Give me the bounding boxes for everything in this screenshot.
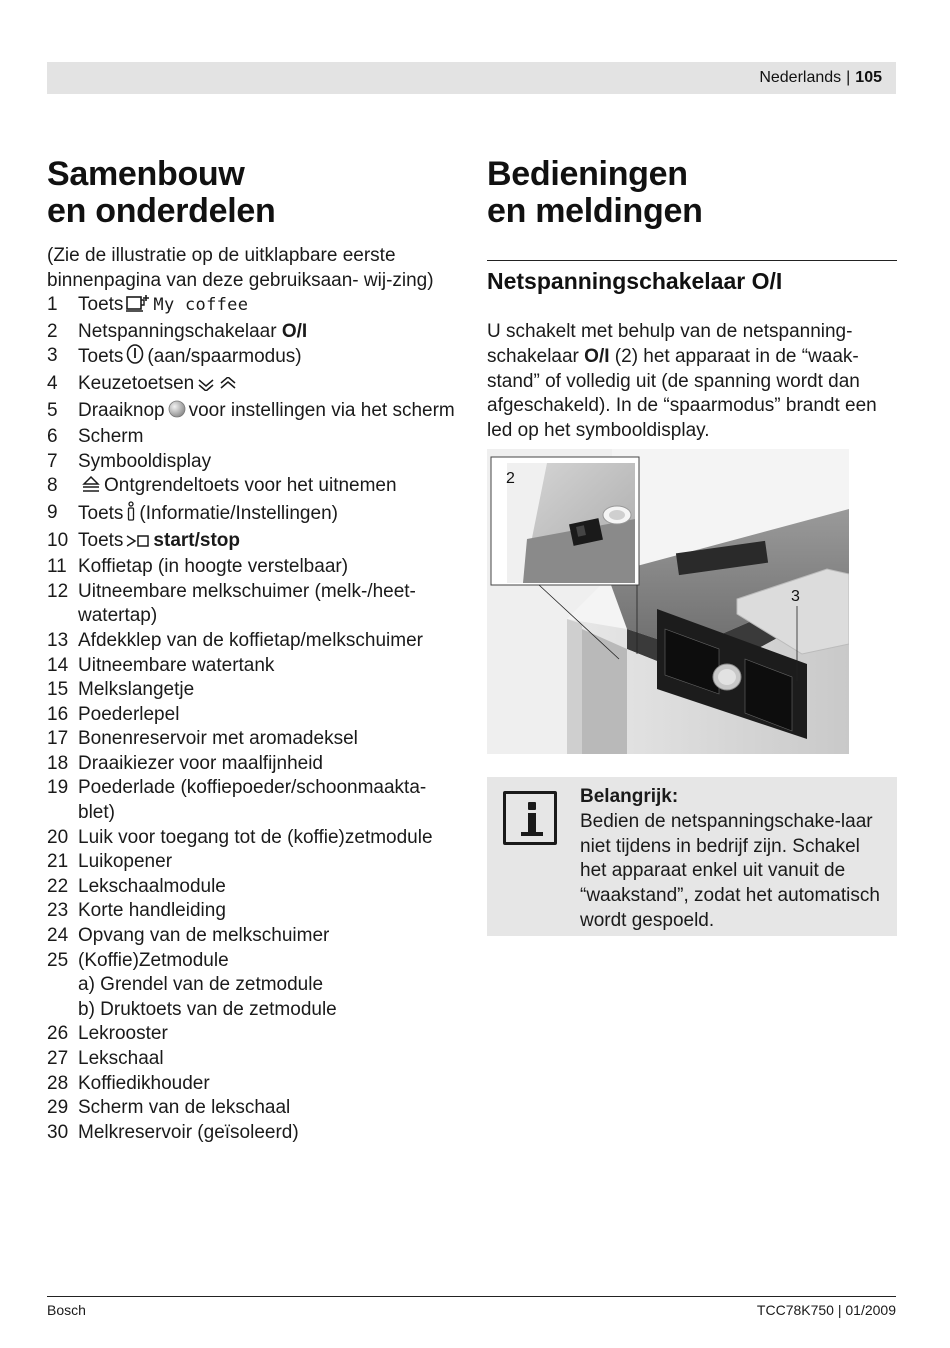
- list-item: [47, 344, 462, 372]
- machine-illustration: [487, 449, 849, 754]
- cup-plus-icon: [126, 294, 150, 320]
- list-item-number: 6: [47, 426, 58, 448]
- list-item-number: 23: [47, 900, 69, 922]
- list-item-text: [78, 529, 462, 556]
- list-item-number: 16: [47, 703, 69, 725]
- list-item: [47, 1047, 462, 1072]
- footer-brand: Bosch: [47, 1302, 86, 1318]
- item-label: Poederlade (koffiepoeder/schoonmaakta-blet): [78, 777, 427, 824]
- list-item: [47, 399, 462, 426]
- list-item-text: [78, 899, 462, 924]
- list-item-number: 13: [47, 629, 69, 651]
- note-text: [580, 785, 880, 934]
- note-title: Belangrijk:: [580, 786, 679, 807]
- page-header: [47, 62, 896, 94]
- list-item-number: 24: [47, 925, 69, 947]
- list-item-text: [78, 776, 462, 825]
- paragraph-part1: U schakelt met behulp van de netspanning-schakelaar: [487, 321, 853, 367]
- item-label: Melkreservoir (geïsoleerd): [78, 1121, 299, 1143]
- list-item: [47, 654, 462, 679]
- list-item: [47, 998, 462, 1023]
- left-column: [47, 156, 462, 1145]
- list-item: [47, 501, 462, 529]
- paragraph-part2: (2) het apparaat in de “waak-stand” of volledig uit (de spanning wordt dan afgeschakeld). In de “spaarmodus” brandt een led op het symbooldisplay.: [487, 345, 877, 442]
- item-label: Uitneembare melkschuimer (melk-/heet-watertap): [78, 580, 416, 627]
- list-item: [47, 776, 462, 825]
- list-item-text: [78, 1121, 462, 1146]
- left-title-line1: Samenbouw: [47, 155, 245, 193]
- item-label: Scherm van de lekschaal: [78, 1097, 291, 1119]
- item-label: Lekschaalmodule: [78, 875, 226, 897]
- list-item-text: [78, 1022, 462, 1047]
- right-column: [487, 156, 897, 444]
- item-mono-label: My coffee: [153, 295, 249, 316]
- list-item-number: 30: [47, 1121, 69, 1143]
- item-label: (Koffie)Zetmodule: [78, 949, 229, 971]
- list-item-number: 29: [47, 1097, 69, 1119]
- list-item-number: 4: [47, 372, 58, 394]
- list-item-number: 1: [47, 294, 58, 316]
- header-text: [759, 69, 882, 87]
- section-subtitle: Netspanningschakelaar O/I: [487, 268, 783, 294]
- list-item-text: [78, 580, 462, 629]
- list-item-text: [78, 1047, 462, 1072]
- info-small-icon: [126, 501, 136, 529]
- list-item-text: [78, 826, 462, 851]
- chevrons-icon: [197, 374, 237, 399]
- list-item-text: [78, 727, 462, 752]
- list-item-text: [78, 450, 462, 475]
- list-item-text: [78, 752, 462, 777]
- item-label: Lekschaal: [78, 1048, 164, 1069]
- item-bold-label: start/stop: [153, 529, 240, 551]
- list-item-number: 21: [47, 851, 69, 873]
- list-item-text: [78, 1096, 462, 1121]
- list-item-number: 14: [47, 654, 69, 676]
- right-title: [487, 156, 897, 230]
- list-item: [47, 293, 462, 320]
- list-item: [47, 973, 462, 998]
- item-label: Korte handleiding: [78, 900, 226, 922]
- list-item-number: [47, 998, 78, 1023]
- list-item: [47, 727, 462, 752]
- right-title-line2: en meldingen: [487, 192, 703, 230]
- list-item: [47, 1072, 462, 1097]
- item-label: Toets: [78, 346, 124, 368]
- paragraph-bold: O/I: [584, 345, 610, 367]
- footer-rule: [47, 1296, 896, 1297]
- item-label: Lekrooster: [78, 1023, 168, 1045]
- item-label: Toets: [78, 529, 124, 551]
- power-icon: [126, 344, 144, 372]
- right-title-line1: Bedieningen: [487, 155, 688, 193]
- list-item-number: 11: [47, 556, 67, 578]
- list-item-text: [78, 924, 462, 949]
- list-item-number: 25: [47, 949, 69, 971]
- list-item-number: 3: [47, 345, 58, 367]
- list-item-number: 2: [47, 320, 58, 342]
- list-item-number: 18: [47, 752, 69, 774]
- list-item: [47, 1096, 462, 1121]
- list-item-text: [78, 555, 462, 580]
- machine-drawing: [487, 449, 849, 754]
- list-item-text: [78, 875, 462, 900]
- list-item-number: 15: [47, 679, 69, 701]
- info-icon: [503, 791, 557, 845]
- item-label: Afdekklep van de koffietap/melkschuimer: [78, 629, 423, 651]
- list-item: [47, 425, 462, 450]
- list-item-number: 10: [47, 529, 69, 551]
- list-item: [47, 1121, 462, 1146]
- item-label: Draaikiezer voor maalfijnheid: [78, 752, 323, 774]
- list-item-text: [78, 399, 462, 426]
- list-item: [47, 703, 462, 728]
- item-label: Melkslangetje: [78, 679, 195, 701]
- list-item-text: [78, 474, 462, 501]
- list-item-number: 22: [47, 875, 69, 897]
- list-item: [47, 320, 462, 345]
- list-item-number: 7: [47, 450, 58, 472]
- list-item-number: 28: [47, 1072, 69, 1094]
- start-stop-icon: [126, 531, 150, 556]
- list-item-text: [78, 629, 462, 654]
- list-item-text: [78, 293, 462, 320]
- list-item-number: 27: [47, 1048, 69, 1069]
- important-note: [487, 777, 897, 936]
- list-item: [47, 826, 462, 851]
- list-item-text: [78, 654, 462, 679]
- list-item-text: [78, 320, 462, 345]
- list-item-number: [47, 973, 78, 998]
- list-item-text: [78, 425, 462, 450]
- list-item: [47, 1022, 462, 1047]
- item-label: Toets: [78, 294, 124, 316]
- list-item-text: [78, 850, 462, 875]
- list-item: [47, 474, 462, 501]
- list-item: [47, 629, 462, 654]
- list-item-text: [78, 973, 462, 998]
- list-item-text: [78, 949, 462, 974]
- footer-model: TCC78K750 | 01/2009: [756, 1302, 896, 1318]
- list-item-number: 20: [47, 826, 69, 848]
- list-item: [47, 372, 462, 399]
- figure-label-3: 3: [791, 588, 800, 605]
- item-label: Opvang van de melkschuimer: [78, 925, 330, 947]
- item-label: Poederlepel: [78, 703, 180, 725]
- eject-icon: [81, 475, 101, 501]
- item-after-label: Ontgrendeltoets voor het uitnemen: [104, 475, 397, 497]
- knob-icon: [168, 400, 186, 426]
- list-item: [47, 949, 462, 974]
- item-label: Koffiedikhouder: [78, 1072, 210, 1094]
- item-label: a) Grendel van de zetmodule: [78, 974, 324, 996]
- list-item-number: 19: [47, 777, 69, 799]
- list-item: [47, 752, 462, 777]
- section-rule: [487, 260, 897, 261]
- list-item-text: [78, 344, 462, 372]
- list-item-text: [78, 678, 462, 703]
- intro-text: (Zie de illustratie op de uitklapbare eerste binnenpagina van deze gebruiksaan- wij-zing): [47, 245, 434, 291]
- section-paragraph: [487, 320, 897, 444]
- page-number: 105: [855, 69, 882, 86]
- figure-label-2: 2: [506, 470, 515, 487]
- list-item-number: 12: [47, 580, 69, 602]
- list-item-text: [78, 501, 462, 529]
- list-item: [47, 924, 462, 949]
- item-label: Symbooldisplay: [78, 450, 212, 472]
- list-item: [47, 899, 462, 924]
- item-label: Luik voor toegang tot de (koffie)zetmodule: [78, 826, 433, 848]
- item-label: Netspanningschakelaar: [78, 320, 282, 342]
- item-label: Toets: [78, 502, 124, 524]
- list-item: [47, 450, 462, 475]
- item-label: Bonenreservoir met aromadeksel: [78, 728, 358, 750]
- item-after-label: (Informatie/Instellingen): [139, 502, 338, 524]
- item-label: Koffietap (in hoogte verstelbaar): [78, 556, 349, 578]
- item-bold-label: O/I: [281, 320, 308, 342]
- list-item-number: 17: [47, 728, 69, 750]
- list-item-text: [78, 703, 462, 728]
- list-item: [47, 555, 462, 580]
- list-item: [47, 529, 462, 556]
- item-label: b) Druktoets van de zetmodule: [78, 998, 337, 1020]
- item-after-label: voor instellingen via het scherm: [188, 399, 455, 421]
- list-item-number: 8: [47, 475, 58, 497]
- list-item-text: [78, 1072, 462, 1097]
- header-separator: |: [846, 69, 851, 86]
- left-title-line2: en onderdelen: [47, 192, 276, 230]
- item-label: Scherm: [78, 426, 144, 448]
- item-label: Luikopener: [78, 851, 173, 873]
- list-item-text: [78, 998, 462, 1023]
- list-item-number: 26: [47, 1023, 69, 1045]
- list-item: [47, 678, 462, 703]
- note-body: Bedien de netspanningschake-laar niet tijdens in bedrijf zijn. Schakel het apparaat enkel uit vanuit de “waakstand”, zodat het automatisch wordt gespoeld.: [580, 810, 880, 931]
- header-language: Nederlands: [759, 69, 842, 86]
- item-label: Keuzetoetsen: [78, 372, 195, 394]
- list-item: [47, 580, 462, 629]
- item-after-label: (aan/spaarmodus): [147, 346, 302, 368]
- item-label: Draaiknop: [78, 399, 165, 421]
- list-item: [47, 850, 462, 875]
- left-title: [47, 156, 462, 230]
- list-item: [47, 875, 462, 900]
- list-item-number: 9: [47, 501, 58, 523]
- item-label: Uitneembare watertank: [78, 654, 275, 676]
- list-item-text: [78, 372, 462, 399]
- parts-list: [47, 293, 462, 1145]
- list-item-number: 5: [47, 399, 58, 421]
